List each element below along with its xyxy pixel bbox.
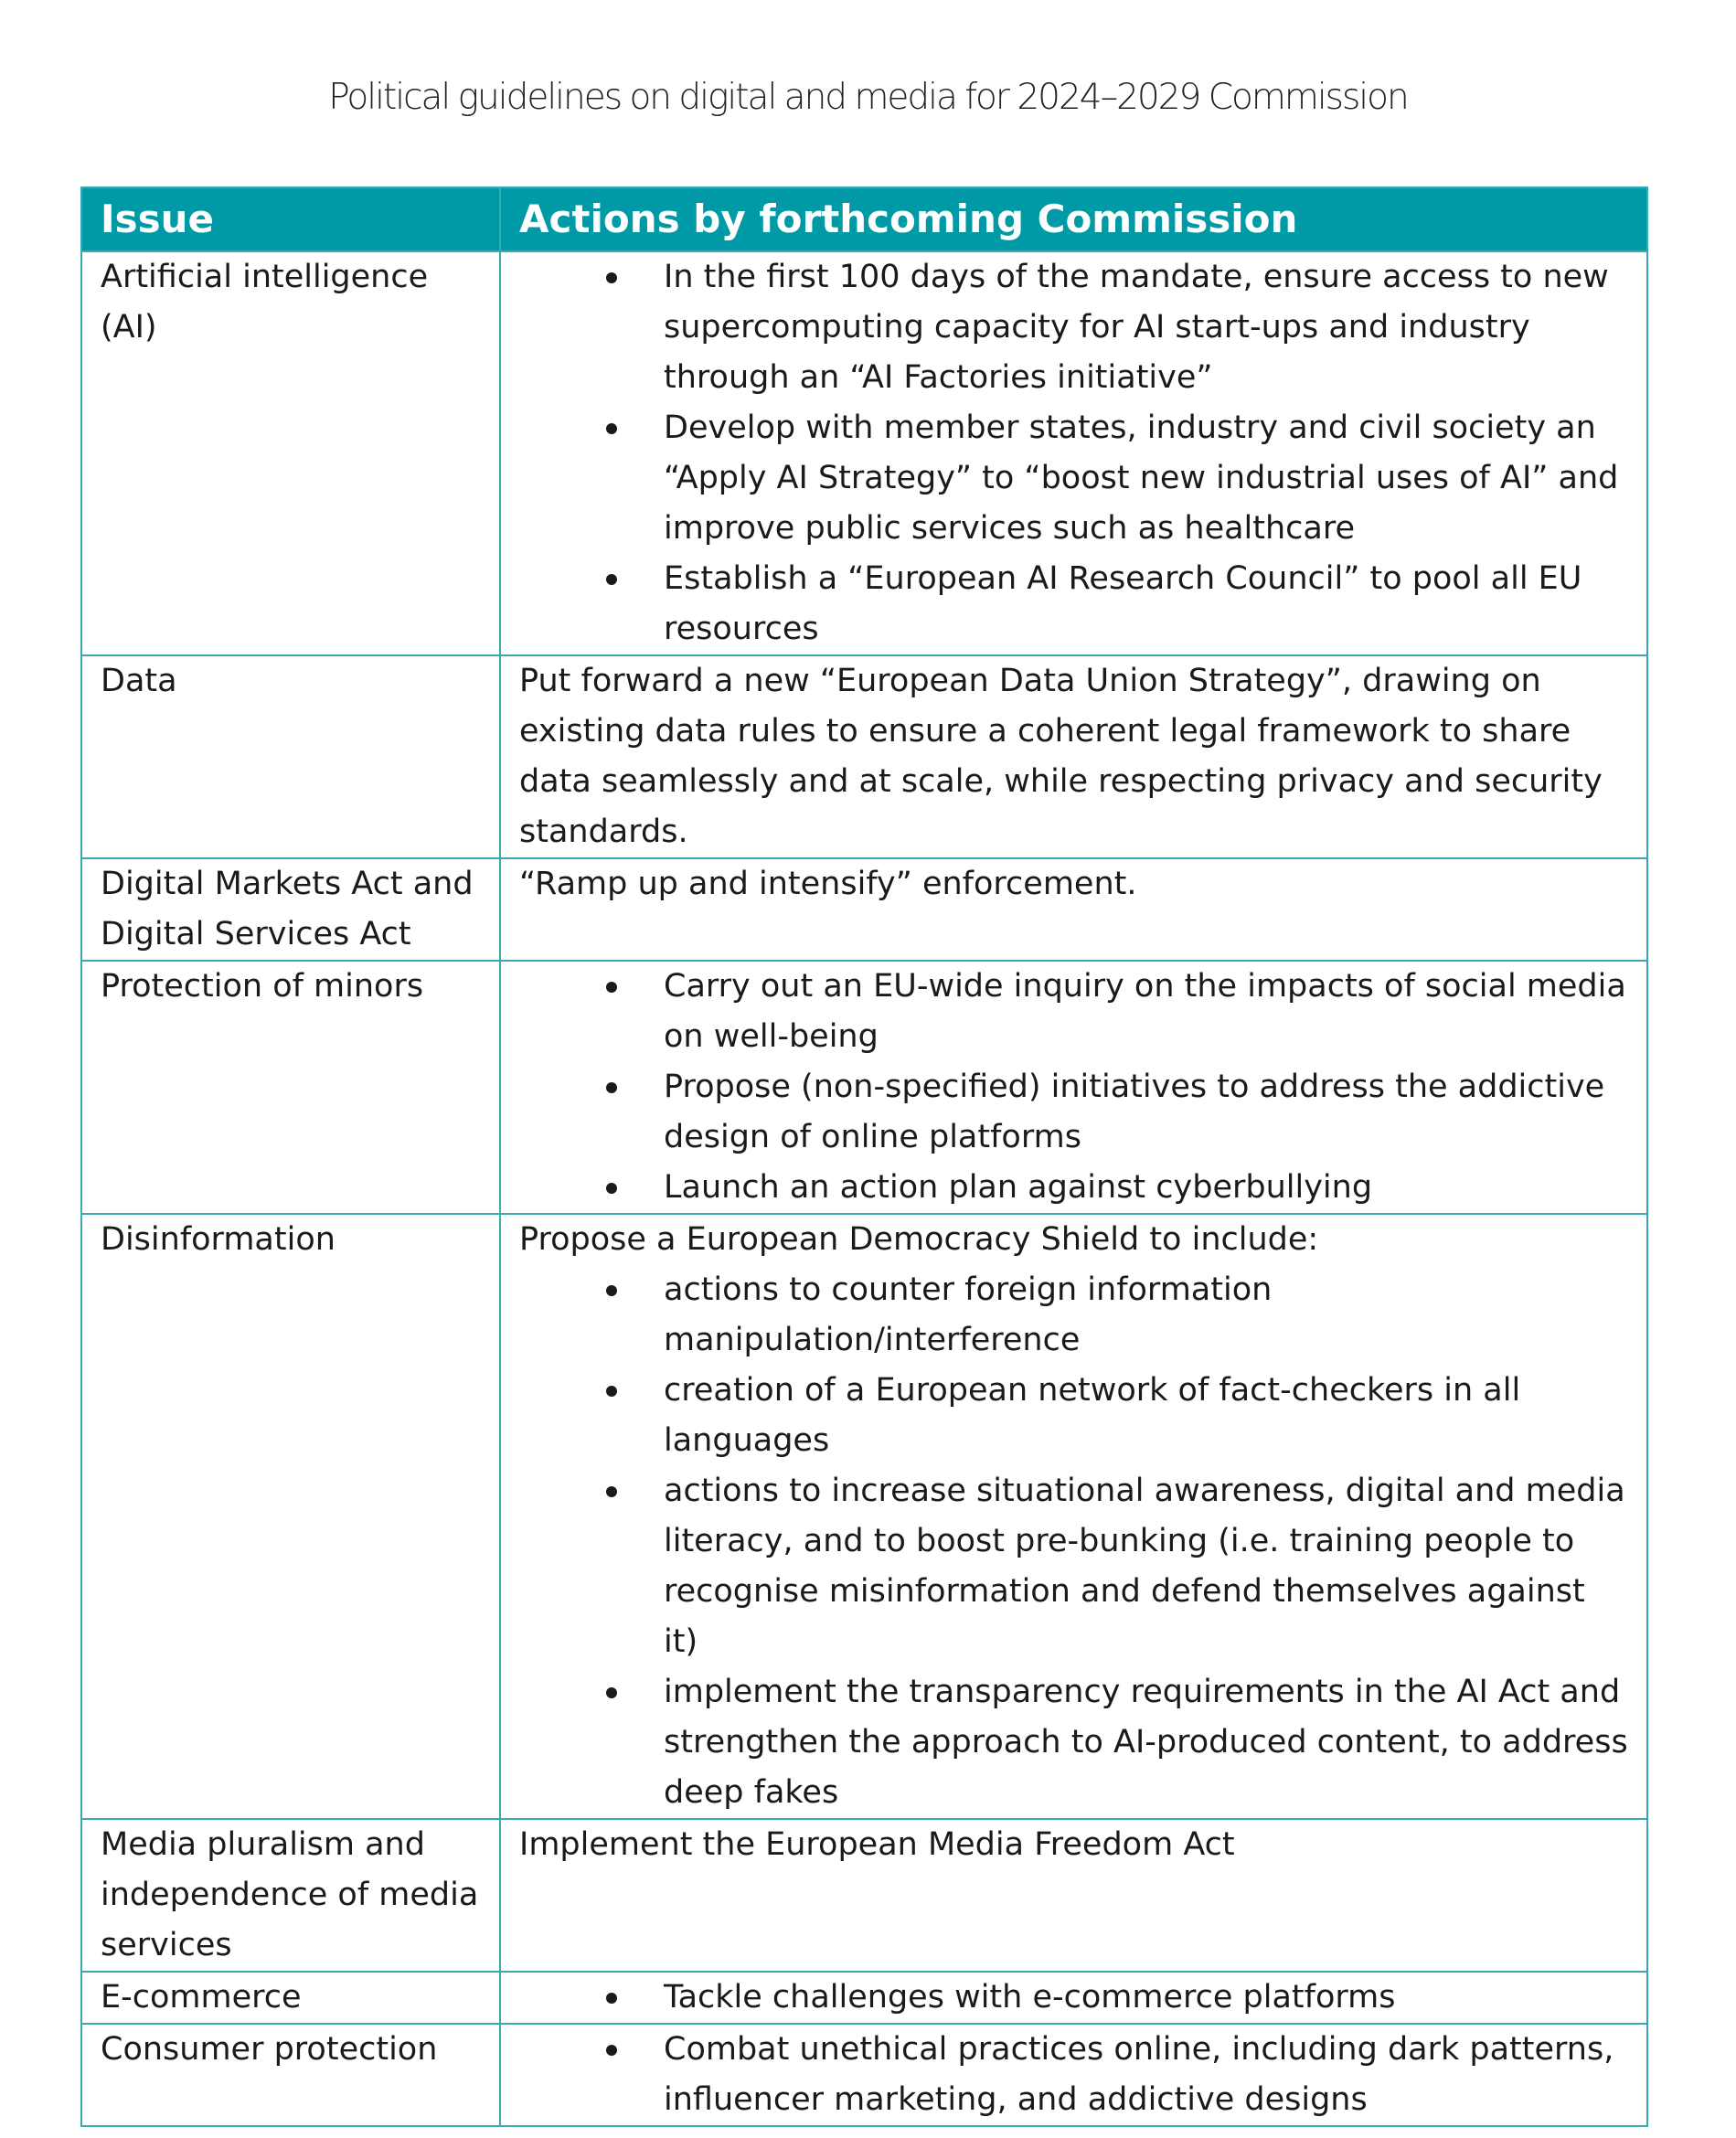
actions-cell xyxy=(500,251,1647,655)
list-item xyxy=(519,403,1628,554)
list-item-text: Carry out an EU-wide inquiry on the impacts of social media on well-being xyxy=(664,968,1626,1055)
issue-cell: Disinformation xyxy=(81,1214,500,1819)
table-row xyxy=(81,1972,1647,2024)
list-item-text: actions to counter foreign information manipulation/interference xyxy=(664,1271,1273,1358)
issue-cell: Consumer protection xyxy=(81,2024,500,2126)
list-item xyxy=(519,1265,1628,1366)
header-actions: Actions by forthcoming Commission xyxy=(500,187,1647,251)
guidelines-table xyxy=(80,186,1648,2127)
list-item xyxy=(519,252,1628,403)
bullet-icon xyxy=(606,2045,617,2056)
actions-cell xyxy=(500,1819,1647,1972)
actions-cell xyxy=(500,2024,1647,2126)
header-issue: Issue xyxy=(81,187,500,251)
action-list xyxy=(519,1973,1628,2023)
issue-cell: Artificial intelligence (AI) xyxy=(81,251,500,655)
action-text: Propose a European Democracy Shield to include: xyxy=(519,1221,1319,1258)
issue-cell: Data xyxy=(81,655,500,858)
list-item-text: Propose (non-specified) initiatives to address the addictive design of online platforms xyxy=(664,1069,1605,1155)
issue-cell: Protection of minors xyxy=(81,961,500,1214)
actions-cell xyxy=(500,961,1647,1214)
bullet-icon xyxy=(606,1082,617,1093)
bullet-icon xyxy=(606,1386,617,1397)
actions-cell xyxy=(500,655,1647,858)
bullet-icon xyxy=(606,1183,617,1194)
action-list xyxy=(519,252,1628,654)
table-row xyxy=(81,2024,1647,2126)
table-row xyxy=(81,251,1647,655)
bullet-icon xyxy=(606,1993,617,2004)
table-row xyxy=(81,858,1647,961)
list-item-text: Combat unethical practices online, including dark patterns, influencer marketing, and addictive designs xyxy=(664,2031,1614,2118)
list-item-text: actions to increase situational awareness, digital and media literacy, and to boost pre-bunking (i.e. training people to recognise misinformation and defend themselves against it) xyxy=(664,1473,1625,1660)
list-item-text: Establish a “European AI Research Council” to pool all EU resources xyxy=(664,560,1582,647)
list-item xyxy=(519,1062,1628,1163)
actions-cell xyxy=(500,1972,1647,2024)
list-item-text: Develop with member states, industry and civil society an “Apply AI Strategy” to “boost new industrial uses of AI” and improve public services such as healthcare xyxy=(664,410,1619,547)
bullet-icon xyxy=(606,272,617,283)
list-item xyxy=(519,1163,1628,1213)
bullet-icon xyxy=(606,423,617,434)
list-item-text: Launch an action plan against cyberbullying xyxy=(664,1169,1373,1206)
action-text: “Ramp up and intensify” enforcement. xyxy=(519,866,1137,902)
table-header-row xyxy=(81,187,1647,251)
action-list xyxy=(519,2025,1628,2125)
list-item xyxy=(519,554,1628,654)
action-text: Implement the European Media Freedom Act xyxy=(519,1826,1235,1863)
action-text: Put forward a new “European Data Union Strategy”, drawing on existing data rules to ensure a coherent legal framework to share data seamlessly and at scale, while respecting privacy and security standards. xyxy=(519,663,1603,850)
list-item-text: implement the transparency requirements in the AI Act and strengthen the approach to AI-produced content, to address deep fakes xyxy=(664,1674,1628,1811)
list-item-text: creation of a European network of fact-checkers in all languages xyxy=(664,1372,1521,1459)
list-item xyxy=(519,1466,1628,1667)
bullet-icon xyxy=(606,1285,617,1296)
actions-cell xyxy=(500,858,1647,961)
list-item xyxy=(519,2025,1628,2125)
list-item xyxy=(519,962,1628,1062)
bullet-icon xyxy=(606,982,617,993)
bullet-icon xyxy=(606,1486,617,1497)
table-row xyxy=(81,1214,1647,1819)
bullet-icon xyxy=(606,574,617,585)
list-item xyxy=(519,1366,1628,1466)
list-item xyxy=(519,1973,1628,2023)
bullet-icon xyxy=(606,1687,617,1698)
table-row xyxy=(81,961,1647,1214)
table-row xyxy=(81,1819,1647,1972)
actions-cell xyxy=(500,1214,1647,1819)
issue-cell: Digital Markets Act and Digital Services Act xyxy=(81,858,500,961)
list-item-text: In the first 100 days of the mandate, ensure access to new supercomputing capacity for AI start-ups and industry through an “AI Factories initiative” xyxy=(664,259,1609,396)
issue-cell: E-commerce xyxy=(81,1972,500,2024)
issue-cell: Media pluralism and independence of media services xyxy=(81,1819,500,1972)
document-title: Political guidelines on digital and media for 2024–2029 Commission xyxy=(328,77,1408,118)
list-item-text: Tackle challenges with e-commerce platforms xyxy=(664,1979,1396,2016)
list-item xyxy=(519,1667,1628,1818)
action-list xyxy=(519,962,1628,1213)
action-list xyxy=(519,1265,1628,1818)
table-row xyxy=(81,655,1647,858)
